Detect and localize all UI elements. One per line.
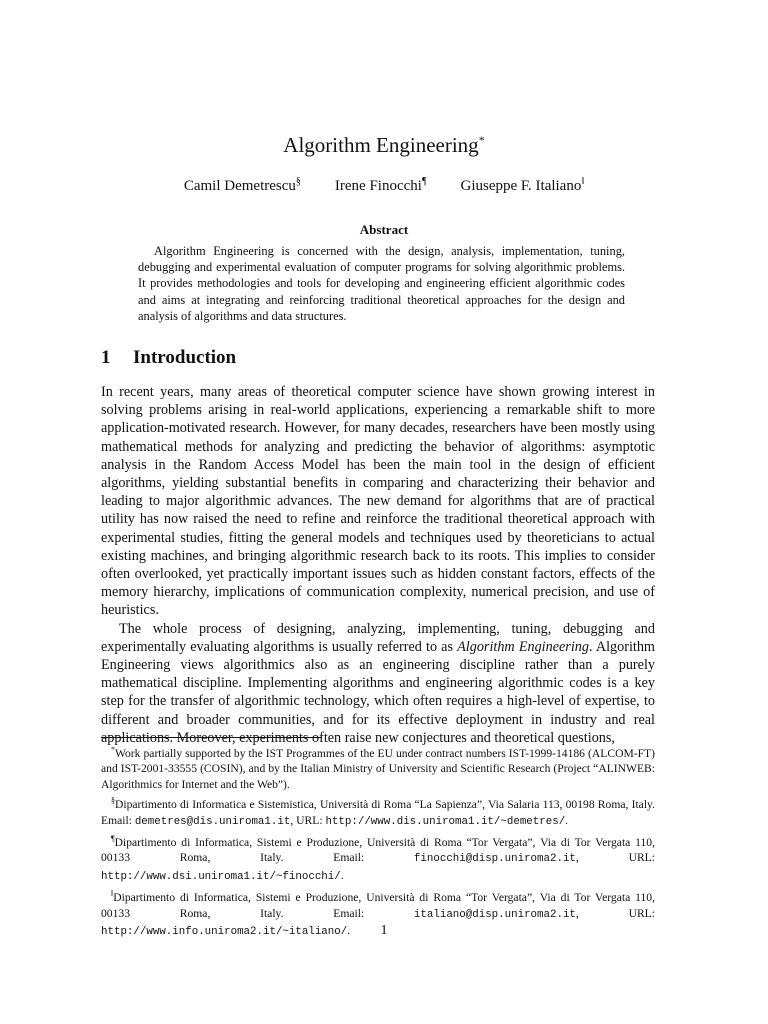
footnote-email: italiano@disp.uniroma2.it bbox=[413, 908, 576, 921]
footnote-text: . bbox=[340, 868, 344, 882]
footnote-rule bbox=[101, 737, 322, 738]
footnote-mark: * bbox=[111, 745, 115, 754]
footnote-finocchi bbox=[101, 831, 655, 885]
footnote-demetrescu bbox=[101, 793, 655, 830]
paragraph-text: The whole process of designing, analyzing, implementing, tuning, debugging and experimentally evaluating algorithms is usually referred to as bbox=[101, 620, 655, 655]
footnote-text: Dipartimento di Informatica e Sistemistica, Università di Roma “La Sapienza”, Via Salaria 113, 00198 Roma, Italy. Email: bbox=[101, 798, 655, 827]
footnote-mark: ¶ bbox=[111, 834, 115, 844]
emphasized-term: Algorithm Engineering bbox=[457, 638, 589, 655]
footnote-text: Work partially supported by the IST Programmes of the EU under contract numbers IST-1999-14186 (ALCOM-FT) and IST-2001-33555 (COSIN), and by the Italian Ministry of University and Scientific Research (Project “ALINWEB: Algorithmics for Internet and the Web”). bbox=[101, 747, 655, 791]
author-name: Irene Finocchi bbox=[334, 178, 422, 194]
paragraph bbox=[101, 620, 655, 747]
author-italiano bbox=[460, 172, 584, 196]
author-footnote-mark: ‖ bbox=[581, 176, 585, 187]
footnote-url: http://www.dis.uniroma1.it/~demetres/ bbox=[325, 815, 566, 828]
section-title: Introduction bbox=[133, 347, 237, 368]
page-number: 1 bbox=[380, 923, 388, 938]
footnote-url: http://www.info.uniroma2.it/~italiano/ bbox=[101, 926, 348, 939]
footnote-funding bbox=[101, 742, 655, 792]
footnote-text: Dipartimento di Informatica, Sistemi e Produzione, Università di Roma “Tor Vergata”, Via di Tor Vergata 110, 00133 Roma, Italy. Email: bbox=[101, 891, 655, 920]
footnote-text: . bbox=[565, 813, 569, 827]
footnote-text: , URL: bbox=[290, 813, 326, 827]
footnote-text: , URL: bbox=[575, 906, 655, 920]
footnote-text: Dipartimento di Informatica, Sistemi e Produzione, Università di Roma “Tor Vergata”, Via di Tor Vergata 110, 00133 Roma, Italy. Email: bbox=[101, 836, 655, 865]
author-finocchi bbox=[335, 172, 427, 196]
footnotes bbox=[101, 742, 655, 941]
author-footnote-mark: § bbox=[295, 176, 301, 187]
author-name: Camil Demetrescu bbox=[183, 178, 296, 194]
paragraph: In recent years, many areas of theoretical computer science have shown growing interest in solving problems arising in real-world applications, experiencing a remarkable shift to more application-motivated research. However, for many decades, researchers have been mostly using mathematical methods for analyzing and predicting the behavior of algorithms: asymptotic analysis in the Random Access Model has been the main tool in the design of efficient algorithms, yielding substantial benefits in comparing and characterizing their behavior and leading to major algorithmic advances. The new demand for algorithms that are of practical utility has now raised the need to refine and reinforce the traditional theoretical approach with experimental studies, fitting the general models and techniques used by theoreticians to actual existing machines, and bringing algorithmic research back to its roots. This implies to consider often overlooked, yet practically important issues such as hidden constant factors, effects of the memory hierarchy, implications of communication complexity, numerical precision, and use of heuristics. bbox=[101, 384, 655, 619]
body-text bbox=[101, 383, 655, 747]
title-footnote-mark: * bbox=[478, 133, 485, 147]
paragraph-text: . Algorithm Engineering views algorithmics also as an engineering discipline rather than a purely mathematical discipline. Implementing algorithms and engineering algorithmic codes is a key step for the transfer of algorithmic technology, which often requires a high-level of expertise, to different and broader communities, and for its effective deployment in industry and real applications. Moreover, experiments often raise new conjectures and theoretical questions, bbox=[101, 638, 655, 746]
footnote-email: finocchi@disp.uniroma2.it bbox=[413, 853, 576, 866]
section-number: 1 bbox=[101, 347, 111, 368]
title-text: Algorithm Engineering bbox=[283, 133, 479, 157]
author-footnote-mark: ¶ bbox=[421, 176, 427, 187]
footnote-text: . bbox=[347, 924, 351, 938]
footnote-email: demetres@dis.uniroma1.it bbox=[134, 815, 291, 828]
section-heading bbox=[101, 346, 236, 370]
author-list bbox=[0, 172, 768, 196]
abstract-heading: Abstract bbox=[359, 222, 409, 237]
author-demetrescu bbox=[184, 172, 301, 196]
footnote-text: , URL: bbox=[575, 851, 655, 865]
footnote-url: http://www.dsi.uniroma1.it/~finocchi/ bbox=[101, 870, 341, 883]
footnote-mark: ‖ bbox=[111, 889, 114, 899]
author-name: Giuseppe F. Italiano bbox=[460, 178, 582, 194]
footnote-mark: § bbox=[111, 796, 115, 806]
paper-title bbox=[0, 126, 768, 159]
abstract-text: Algorithm Engineering is concerned with the design, analysis, implementation, tuning, debugging and experimental evaluation of computer programs for solving algorithmic problems. It provides methodologies and tools for developing and engineering efficient algorithmic codes and aims at integrating and reinforcing traditional theoretical approaches for the design and analysis of algorithms and data structures. bbox=[138, 244, 625, 323]
